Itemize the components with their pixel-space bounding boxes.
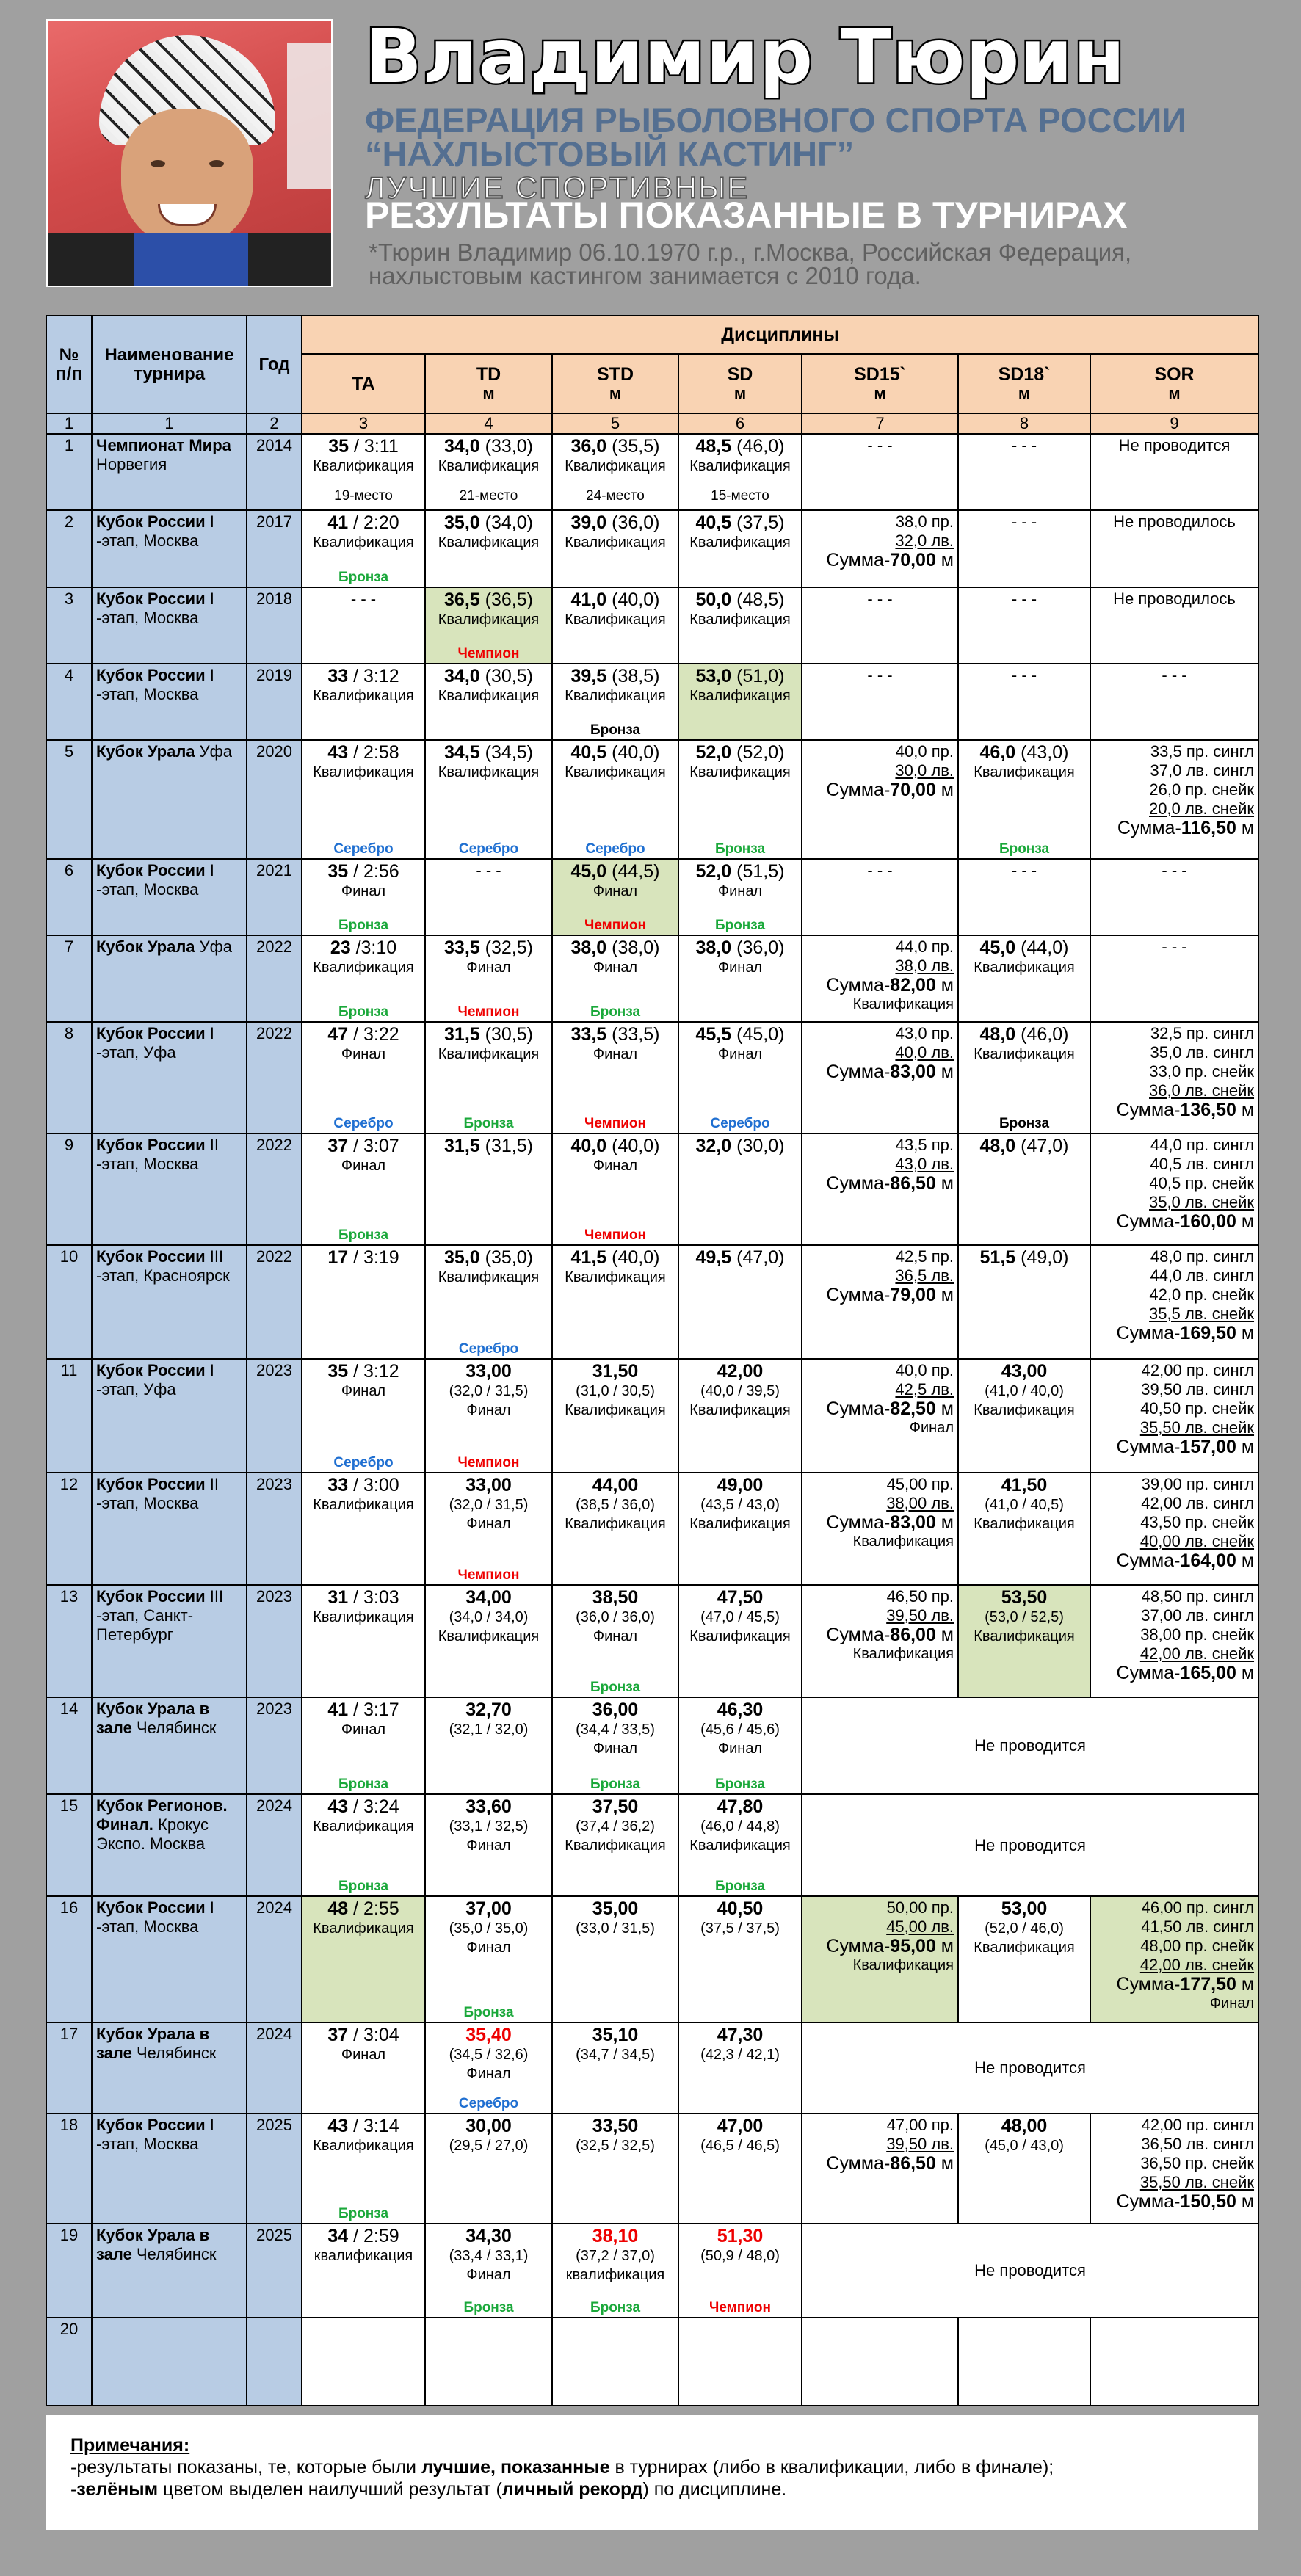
result-sor: 44,0 пр. сингл 40,5 лв. сингл 40,5 пр. снейк 35,0 лв. снейк Сумма-160,00 м bbox=[1090, 1133, 1258, 1245]
row-number: 10 bbox=[46, 1245, 92, 1359]
tournament-year: 2024 bbox=[247, 2022, 302, 2114]
result-sd15: 40,0 пр. 30,0 лв. Сумма-70,00 м bbox=[802, 740, 958, 859]
result-std: 39,0 (36,0) Квалификация bbox=[552, 510, 678, 587]
header-discipline-sor: SOR м bbox=[1090, 354, 1258, 413]
tournament-year: 2017 bbox=[247, 510, 302, 587]
medal-label: Чемпион bbox=[709, 2300, 771, 2315]
medal-label: Серебро bbox=[458, 2096, 519, 2111]
result-sd: 47,30 (42,3 / 42,1) bbox=[678, 2022, 802, 2114]
row-number: 19 bbox=[46, 2224, 92, 2318]
results-table bbox=[46, 315, 1259, 2406]
row-number: 3 bbox=[46, 587, 92, 664]
result-sd15: 46,50 пр. 39,50 лв. Сумма-86,00 м Квалификация bbox=[802, 1585, 958, 1697]
table-row bbox=[46, 740, 1258, 859]
row-number: 17 bbox=[46, 2022, 92, 2114]
column-number: 9 bbox=[1090, 413, 1258, 434]
result-std: 38,0 (38,0) Финал Бронза bbox=[552, 935, 678, 1022]
column-number: 1 bbox=[46, 413, 92, 434]
table-row bbox=[46, 2318, 1258, 2406]
column-number: 8 bbox=[958, 413, 1090, 434]
result-sd18: 51,5 (49,0) bbox=[958, 1245, 1090, 1359]
result-sor bbox=[1090, 2318, 1258, 2406]
result-td: 33,00 (32,0 / 31,5) Финал Чемпион bbox=[425, 1473, 552, 1585]
result-sd15: 47,00 пр. 39,50 лв. Сумма-86,50 м bbox=[802, 2114, 958, 2224]
result-sd: 49,00 (43,5 / 43,0) Квалификация bbox=[678, 1473, 802, 1585]
row-number: 20 bbox=[46, 2318, 92, 2406]
athlete-name: Владимир Тюрин bbox=[365, 13, 1126, 101]
result-std: 45,0 (44,5) Финал Чемпион bbox=[552, 859, 678, 935]
result-td: 33,5 (32,5) Финал Чемпион bbox=[425, 935, 552, 1022]
column-number: 7 bbox=[802, 413, 958, 434]
result-sor: Не проводилось bbox=[1090, 587, 1258, 664]
result-sd18: 53,50 (53,0 / 52,5) Квалификация bbox=[958, 1585, 1090, 1697]
tournament-name: Кубок Урала Уфа bbox=[92, 740, 247, 859]
table-row bbox=[46, 2224, 1258, 2318]
result-ta: 33 / 3:00 Квалификация bbox=[302, 1473, 425, 1585]
table-row bbox=[46, 664, 1258, 740]
result-std: 37,50 (37,4 / 36,2) Квалификация bbox=[552, 1794, 678, 1896]
column-number: 5 bbox=[552, 413, 678, 434]
medal-label: Бронза bbox=[338, 1227, 389, 1243]
result-sd18: - - - bbox=[958, 664, 1090, 740]
result-sor: - - - bbox=[1090, 859, 1258, 935]
result-sd15: - - - bbox=[802, 587, 958, 664]
tournament-year: 2021 bbox=[247, 859, 302, 935]
header-discipline-sd15: SD15` м bbox=[802, 354, 958, 413]
header-year: Год bbox=[247, 316, 302, 413]
result-sor: - - - bbox=[1090, 664, 1258, 740]
medal-label: Чемпион bbox=[457, 1004, 520, 1020]
result-sd18: - - - bbox=[958, 587, 1090, 664]
result-ta: 37 / 3:07 Финал Бронза bbox=[302, 1133, 425, 1245]
medal-label: Серебро bbox=[458, 1341, 519, 1357]
table-row bbox=[46, 1697, 1258, 1794]
result-sor: 39,00 пр. сингл 42,00 лв. сингл 43,50 пр. снейк 40,00 лв. снейк Сумма-164,00 м bbox=[1090, 1473, 1258, 1585]
result-ta: 33 / 3:12 Квалификация bbox=[302, 664, 425, 740]
column-number: 6 bbox=[678, 413, 802, 434]
result-sd18: 41,50 (41,0 / 40,5) Квалификация bbox=[958, 1473, 1090, 1585]
tournament-year: 2023 bbox=[247, 1585, 302, 1697]
result-sd: 50,0 (48,5) Квалификация bbox=[678, 587, 802, 664]
header-discipline-sd18: SD18` м bbox=[958, 354, 1090, 413]
notes-heading: Примечания: bbox=[70, 2435, 190, 2456]
result-std: 41,5 (40,0) Квалификация bbox=[552, 1245, 678, 1359]
medal-label: Бронза bbox=[590, 1777, 641, 1792]
medal-label: Серебро bbox=[710, 1116, 770, 1131]
table-row bbox=[46, 1896, 1258, 2022]
result-td: 33,60 (33,1 / 32,5) Финал bbox=[425, 1794, 552, 1896]
table-row bbox=[46, 935, 1258, 1022]
row-number: 18 bbox=[46, 2114, 92, 2224]
result-sd18: 45,0 (44,0) Квалификация bbox=[958, 935, 1090, 1022]
header-discipline-sd: SD м bbox=[678, 354, 802, 413]
tournament-name bbox=[92, 2318, 247, 2406]
result-sd: 51,30 (50,9 / 48,0) Чемпион bbox=[678, 2224, 802, 2318]
tournament-name: Кубок России I -этап, Москва bbox=[92, 664, 247, 740]
tournament-year: 2014 bbox=[247, 434, 302, 510]
medal-label: Чемпион bbox=[457, 1567, 520, 1583]
result-std: 38,50 (36,0 / 36,0) Финал Бронза bbox=[552, 1585, 678, 1697]
result-sd: 40,5 (37,5) Квалификация bbox=[678, 510, 802, 587]
result-td: 35,0 (34,0) Квалификация bbox=[425, 510, 552, 587]
result-sd: 52,0 (51,5) Финал Бронза bbox=[678, 859, 802, 935]
result-sor: 42,00 пр. сингл 39,50 лв. сингл 40,50 пр. снейк 35,50 лв. снейк Сумма-157,00 м bbox=[1090, 1359, 1258, 1473]
medal-label: Серебро bbox=[333, 1455, 394, 1470]
medal-label: Серебро bbox=[333, 1116, 394, 1131]
result-sor: Не проводилось bbox=[1090, 510, 1258, 587]
result-std: 36,0 (35,5) Квалификация 24-место bbox=[552, 434, 678, 510]
federation-name: ФЕДЕРАЦИЯ РЫБОЛОВНОГО СПОРТА РОССИИ bbox=[365, 101, 1187, 139]
medal-label: Серебро bbox=[585, 841, 645, 857]
row-number: 13 bbox=[46, 1585, 92, 1697]
result-ta: 43 / 3:14 Квалификация Бронза bbox=[302, 2114, 425, 2224]
tournament-name: Кубок Урала Уфа bbox=[92, 935, 247, 1022]
result-ta: - - - bbox=[302, 587, 425, 664]
tournament-name: Кубок России III -этап, Красноярск bbox=[92, 1245, 247, 1359]
tournament-year: 2024 bbox=[247, 1896, 302, 2022]
row-number: 15 bbox=[46, 1794, 92, 1896]
table-row bbox=[46, 1794, 1258, 1896]
result-std: 40,0 (40,0) Финал Чемпион bbox=[552, 1133, 678, 1245]
best-label: ЛУЧШИЕ СПОРТИВНЫЕ bbox=[365, 170, 750, 205]
result-sd: 53,0 (51,0) Квалификация bbox=[678, 664, 802, 740]
result-std: 31,50 (31,0 / 30,5) Квалификация bbox=[552, 1359, 678, 1473]
result-sd: 45,5 (45,0) Финал Серебро bbox=[678, 1022, 802, 1133]
medal-label: Чемпион bbox=[584, 1227, 646, 1243]
medal-label: Бронза bbox=[338, 2206, 389, 2221]
result-td: 34,30 (33,4 / 33,1) Финал Бронза bbox=[425, 2224, 552, 2318]
result-ta: 43 / 3:24 Квалификация Бронза bbox=[302, 1794, 425, 1896]
result-std: 35,00 (33,0 / 31,5) bbox=[552, 1896, 678, 2022]
result-ta: 35 / 2:56 Финал Бронза bbox=[302, 859, 425, 935]
result-td: 30,00 (29,5 / 27,0) bbox=[425, 2114, 552, 2224]
result-sor: Не проводится bbox=[1090, 434, 1258, 510]
result-sd: 47,00 (46,5 / 46,5) bbox=[678, 2114, 802, 2224]
bio-line-2: нахлыстовым кастингом занимается с 2010 года. bbox=[369, 262, 921, 289]
not-held: Не проводится bbox=[802, 2022, 1258, 2114]
bio-line-1: *Тюрин Владимир 06.10.1970 г.р., г.Москва, Российская Федерация, bbox=[369, 239, 1132, 266]
result-sd15: - - - bbox=[802, 664, 958, 740]
result-sd15: 43,0 пр. 40,0 лв. Сумма-83,00 м bbox=[802, 1022, 958, 1133]
not-held: Не проводится bbox=[802, 1794, 1258, 1896]
result-sor: 48,0 пр. сингл 44,0 лв. сингл 42,0 пр. снейк 35,5 лв. снейк Сумма-169,50 м bbox=[1090, 1245, 1258, 1359]
result-td: 35,0 (35,0) Квалификация Серебро bbox=[425, 1245, 552, 1359]
table-row bbox=[46, 1245, 1258, 1359]
result-sd15 bbox=[802, 2318, 958, 2406]
tournament-name: Кубок России II -этап, Москва bbox=[92, 1473, 247, 1585]
medal-label: Чемпион bbox=[584, 1116, 646, 1131]
column-number: 2 bbox=[247, 413, 302, 434]
result-sd18 bbox=[958, 2318, 1090, 2406]
result-sor: 42,00 пр. сингл 36,50 лв. сингл 36,50 пр. снейк 35,50 лв. снейк Сумма-150,50 м bbox=[1090, 2114, 1258, 2224]
column-number: 4 bbox=[425, 413, 552, 434]
medal-label: Чемпион bbox=[584, 918, 646, 933]
result-td: 34,0 (33,0) Квалификация 21-место bbox=[425, 434, 552, 510]
result-sd18: 53,00 (52,0 / 46,0) Квалификация bbox=[958, 1896, 1090, 2022]
tournament-year: 2024 bbox=[247, 1794, 302, 1896]
result-sd18: 48,0 (46,0) Квалификация Бронза bbox=[958, 1022, 1090, 1133]
tournament-year: 2019 bbox=[247, 664, 302, 740]
result-sd18: - - - bbox=[958, 434, 1090, 510]
result-std bbox=[552, 2318, 678, 2406]
result-sd15: 38,0 пр. 32,0 лв. Сумма-70,00 м bbox=[802, 510, 958, 587]
tournament-name: Кубок Урала в зале Челябинск bbox=[92, 1697, 247, 1794]
tournament-name: Кубок Урала в зале Челябинск bbox=[92, 2224, 247, 2318]
medal-label: Серебро bbox=[458, 841, 519, 857]
result-sd: 47,80 (46,0 / 44,8) Квалификация Бронза bbox=[678, 1794, 802, 1896]
tournament-year: 2023 bbox=[247, 1697, 302, 1794]
column-number: 1 bbox=[92, 413, 247, 434]
medal-label: Бронза bbox=[714, 1777, 766, 1792]
row-number: 4 bbox=[46, 664, 92, 740]
result-std: 33,50 (32,5 / 32,5) bbox=[552, 2114, 678, 2224]
result-td: 34,5 (34,5) Квалификация Серебро bbox=[425, 740, 552, 859]
medal-label: Чемпион bbox=[457, 1455, 520, 1470]
result-td: 33,00 (32,0 / 31,5) Финал Чемпион bbox=[425, 1359, 552, 1473]
medal-label: Бронза bbox=[463, 2300, 514, 2315]
result-ta: 23 /3:10 Квалификация Бронза bbox=[302, 935, 425, 1022]
table-row bbox=[46, 1585, 1258, 1697]
medal-label: Бронза bbox=[338, 1777, 389, 1792]
medal-label: Бронза bbox=[463, 2005, 514, 2020]
tournament-name: Кубок России III -этап, Санкт-Петербург bbox=[92, 1585, 247, 1697]
medal-label: Бронза bbox=[338, 918, 389, 933]
result-sd18: - - - bbox=[958, 859, 1090, 935]
table-row bbox=[46, 1022, 1258, 1133]
medal-label: Серебро bbox=[333, 841, 394, 857]
results-label: РЕЗУЛЬТАТЫ ПОКАЗАННЫЕ В ТУРНИРАХ bbox=[365, 195, 1128, 236]
medal-label: Бронза bbox=[463, 1116, 514, 1131]
not-held: Не проводится bbox=[802, 2224, 1258, 2318]
result-td: 34,00 (34,0 / 34,0) Квалификация bbox=[425, 1585, 552, 1697]
header-discipline-td: TD м bbox=[425, 354, 552, 413]
result-sd18: - - - bbox=[958, 510, 1090, 587]
note-1: -результаты показаны, те, которые были лучшие, показанные в турнирах (либо в квалификации, либо в финале); bbox=[70, 2457, 1054, 2478]
result-ta bbox=[302, 2318, 425, 2406]
result-td: - - - bbox=[425, 859, 552, 935]
result-td: 32,70 (32,1 / 32,0) bbox=[425, 1697, 552, 1794]
row-number: 2 bbox=[46, 510, 92, 587]
portrait-photo bbox=[46, 19, 333, 287]
tournament-name: Кубок России I -этап, Уфа bbox=[92, 1359, 247, 1473]
row-number: 8 bbox=[46, 1022, 92, 1133]
header-disciplines: Дисциплины bbox=[302, 316, 1258, 354]
result-ta: 37 / 3:04 Финал bbox=[302, 2022, 425, 2114]
result-sd: 42,00 (40,0 / 39,5) Квалификация bbox=[678, 1359, 802, 1473]
medal-label: Бронза bbox=[714, 841, 766, 857]
result-sor: 46,00 пр. сингл 41,50 лв. сингл 48,00 пр. снейк 42,00 лв. снейк Сумма-177,50 м Финал bbox=[1090, 1896, 1258, 2022]
tournament-year bbox=[247, 2318, 302, 2406]
row-number: 12 bbox=[46, 1473, 92, 1585]
tournament-name: Кубок Урала в зале Челябинск bbox=[92, 2022, 247, 2114]
result-td: 37,00 (35,0 / 35,0) Финал Бронза bbox=[425, 1896, 552, 2022]
result-std: 38,10 (37,2 / 37,0) квалификация Бронза bbox=[552, 2224, 678, 2318]
result-sd15: 45,00 пр. 38,00 лв. Сумма-83,00 м Квалификация bbox=[802, 1473, 958, 1585]
tournament-name: Кубок России I -этап, Москва bbox=[92, 859, 247, 935]
result-sd15: 42,5 пр. 36,5 лв. Сумма-79,00 м bbox=[802, 1245, 958, 1359]
medal-label: Бронза bbox=[590, 1680, 641, 1695]
row-number: 14 bbox=[46, 1697, 92, 1794]
medal-label: Бронза bbox=[714, 918, 766, 933]
result-ta: 41 / 3:17 Финал Бронза bbox=[302, 1697, 425, 1794]
header-tournament: Наименование турнира bbox=[92, 316, 247, 413]
medal-label: Бронза bbox=[590, 2300, 641, 2315]
result-sd: 48,5 (46,0) Квалификация 15-место bbox=[678, 434, 802, 510]
discipline-name: “НАХЛЫСТОВЫЙ КАСТИНГ” bbox=[365, 134, 855, 173]
tournament-year: 2023 bbox=[247, 1359, 302, 1473]
row-number: 9 bbox=[46, 1133, 92, 1245]
result-sor: 32,5 пр. сингл 35,0 лв. сингл 33,0 пр. снейк 36,0 лв. снейк Сумма-136,50 м bbox=[1090, 1022, 1258, 1133]
result-td: 36,5 (36,5) Квалификация Чемпион bbox=[425, 587, 552, 664]
result-ta: 31 / 3:03 Квалификация bbox=[302, 1585, 425, 1697]
result-sd18: 48,0 (47,0) bbox=[958, 1133, 1090, 1245]
result-ta: 48 / 2:55 Квалификация bbox=[302, 1896, 425, 2022]
result-sd15: 50,00 пр. 45,00 лв. Сумма-95,00 м Квалификация bbox=[802, 1896, 958, 2022]
medal-label: Бронза bbox=[338, 570, 389, 585]
tournament-name: Чемпионат Мира Норвегия bbox=[92, 434, 247, 510]
result-sd: 46,30 (45,6 / 45,6) Финал Бронза bbox=[678, 1697, 802, 1794]
tournament-year: 2018 bbox=[247, 587, 302, 664]
result-td: 35,40 (34,5 / 32,6) Финал Серебро bbox=[425, 2022, 552, 2114]
table-row bbox=[46, 434, 1258, 510]
tournament-year: 2023 bbox=[247, 1473, 302, 1585]
result-sd18: 43,00 (41,0 / 40,0) Квалификация bbox=[958, 1359, 1090, 1473]
table-row bbox=[46, 587, 1258, 664]
medal-label: Бронза bbox=[338, 1004, 389, 1020]
table-row bbox=[46, 1133, 1258, 1245]
tournament-year: 2022 bbox=[247, 1245, 302, 1359]
result-ta: 34 / 2:59 квалификация bbox=[302, 2224, 425, 2318]
row-number: 16 bbox=[46, 1896, 92, 2022]
table-row bbox=[46, 510, 1258, 587]
tournament-year: 2025 bbox=[247, 2224, 302, 2318]
result-std: 36,00 (34,4 / 33,5) Финал Бронза bbox=[552, 1697, 678, 1794]
result-sd15: 43,5 пр. 43,0 лв. Сумма-86,50 м bbox=[802, 1133, 958, 1245]
medal-label: Бронза bbox=[590, 722, 641, 738]
result-sd bbox=[678, 2318, 802, 2406]
table-row bbox=[46, 859, 1258, 935]
result-sd: 38,0 (36,0) Финал bbox=[678, 935, 802, 1022]
header-num: № п/п bbox=[46, 316, 92, 413]
tournament-year: 2022 bbox=[247, 1022, 302, 1133]
row-number: 11 bbox=[46, 1359, 92, 1473]
medal-label: Бронза bbox=[999, 841, 1050, 857]
result-td bbox=[425, 2318, 552, 2406]
tournament-name: Кубок России II -этап, Москва bbox=[92, 1133, 247, 1245]
table-row bbox=[46, 2114, 1258, 2224]
medal-label: Чемпион bbox=[457, 646, 520, 661]
tournament-name: Кубок России I -этап, Москва bbox=[92, 2114, 247, 2224]
header-discipline-std: STD м bbox=[552, 354, 678, 413]
result-sd: 32,0 (30,0) bbox=[678, 1133, 802, 1245]
result-std: 40,5 (40,0) Квалификация Серебро bbox=[552, 740, 678, 859]
result-td: 31,5 (30,5) Квалификация Бронза bbox=[425, 1022, 552, 1133]
table-row bbox=[46, 1473, 1258, 1585]
result-ta: 47 / 3:22 Финал Серебро bbox=[302, 1022, 425, 1133]
result-sor: - - - bbox=[1090, 935, 1258, 1022]
tournament-name: Кубок России I -этап, Москва bbox=[92, 587, 247, 664]
result-td: 31,5 (31,5) bbox=[425, 1133, 552, 1245]
result-sd: 40,50 (37,5 / 37,5) bbox=[678, 1896, 802, 2022]
result-sd: 49,5 (47,0) bbox=[678, 1245, 802, 1359]
table-row bbox=[46, 1359, 1258, 1473]
result-sor: 48,50 пр. сингл 37,00 лв. сингл 38,00 пр. снейк 42,00 лв. снейк Сумма-165,00 м bbox=[1090, 1585, 1258, 1697]
tournament-name: Кубок России I -этап, Москва bbox=[92, 1896, 247, 2022]
tournament-name: Кубок Регионов. Финал. Крокус Экспо. Москва bbox=[92, 1794, 247, 1896]
table-row bbox=[46, 2022, 1258, 2114]
tournament-year: 2025 bbox=[247, 2114, 302, 2224]
medal-label: Бронза bbox=[338, 1879, 389, 1894]
medal-label: Бронза bbox=[590, 1004, 641, 1020]
result-sd: 52,0 (52,0) Квалификация Бронза bbox=[678, 740, 802, 859]
result-std: 39,5 (38,5) Квалификация Бронза bbox=[552, 664, 678, 740]
result-std: 33,5 (33,5) Финал Чемпион bbox=[552, 1022, 678, 1133]
result-sd18: 48,00 (45,0 / 43,0) bbox=[958, 2114, 1090, 2224]
medal-label: Бронза bbox=[714, 1879, 766, 1894]
result-ta: 17 / 3:19 bbox=[302, 1245, 425, 1359]
row-number: 7 bbox=[46, 935, 92, 1022]
tournament-name: Кубок России I -этап, Уфа bbox=[92, 1022, 247, 1133]
result-td: 34,0 (30,5) Квалификация bbox=[425, 664, 552, 740]
tournament-year: 2020 bbox=[247, 740, 302, 859]
row-number: 1 bbox=[46, 434, 92, 510]
tournament-name: Кубок России I -этап, Москва bbox=[92, 510, 247, 587]
result-sd15: - - - bbox=[802, 434, 958, 510]
note-2: -зелёным цветом выделен наилучший результат (личный рекорд) по дисциплине. bbox=[70, 2479, 787, 2500]
result-sor: 33,5 пр. сингл 37,0 лв. сингл 26,0 пр. снейк 20,0 лв. снейк Сумма-116,50 м bbox=[1090, 740, 1258, 859]
not-held: Не проводится bbox=[802, 1697, 1258, 1794]
result-sd: 47,50 (47,0 / 45,5) Квалификация bbox=[678, 1585, 802, 1697]
result-sd15: 44,0 пр. 38,0 лв. Сумма-82,00 м Квалификация bbox=[802, 935, 958, 1022]
tournament-year: 2022 bbox=[247, 935, 302, 1022]
result-sd18: 46,0 (43,0) Квалификация Бронза bbox=[958, 740, 1090, 859]
tournament-year: 2022 bbox=[247, 1133, 302, 1245]
result-std: 44,00 (38,5 / 36,0) Квалификация bbox=[552, 1473, 678, 1585]
result-ta: 41 / 2:20 Квалификация Бронза bbox=[302, 510, 425, 587]
result-sd15: 40,0 пр. 42,5 лв. Сумма-82,50 м Финал bbox=[802, 1359, 958, 1473]
result-std: 41,0 (40,0) Квалификация bbox=[552, 587, 678, 664]
column-number: 3 bbox=[302, 413, 425, 434]
result-sd15: - - - bbox=[802, 859, 958, 935]
notes bbox=[46, 2415, 1258, 2530]
row-number: 5 bbox=[46, 740, 92, 859]
header-discipline-ta: TA bbox=[302, 354, 425, 413]
medal-label: Бронза bbox=[999, 1116, 1050, 1131]
result-ta: 35 / 3:11 Квалификация 19-место bbox=[302, 434, 425, 510]
result-ta: 35 / 3:12 Финал Серебро bbox=[302, 1359, 425, 1473]
result-ta: 43 / 2:58 Квалификация Серебро bbox=[302, 740, 425, 859]
row-number: 6 bbox=[46, 859, 92, 935]
result-std: 35,10 (34,7 / 34,5) bbox=[552, 2022, 678, 2114]
